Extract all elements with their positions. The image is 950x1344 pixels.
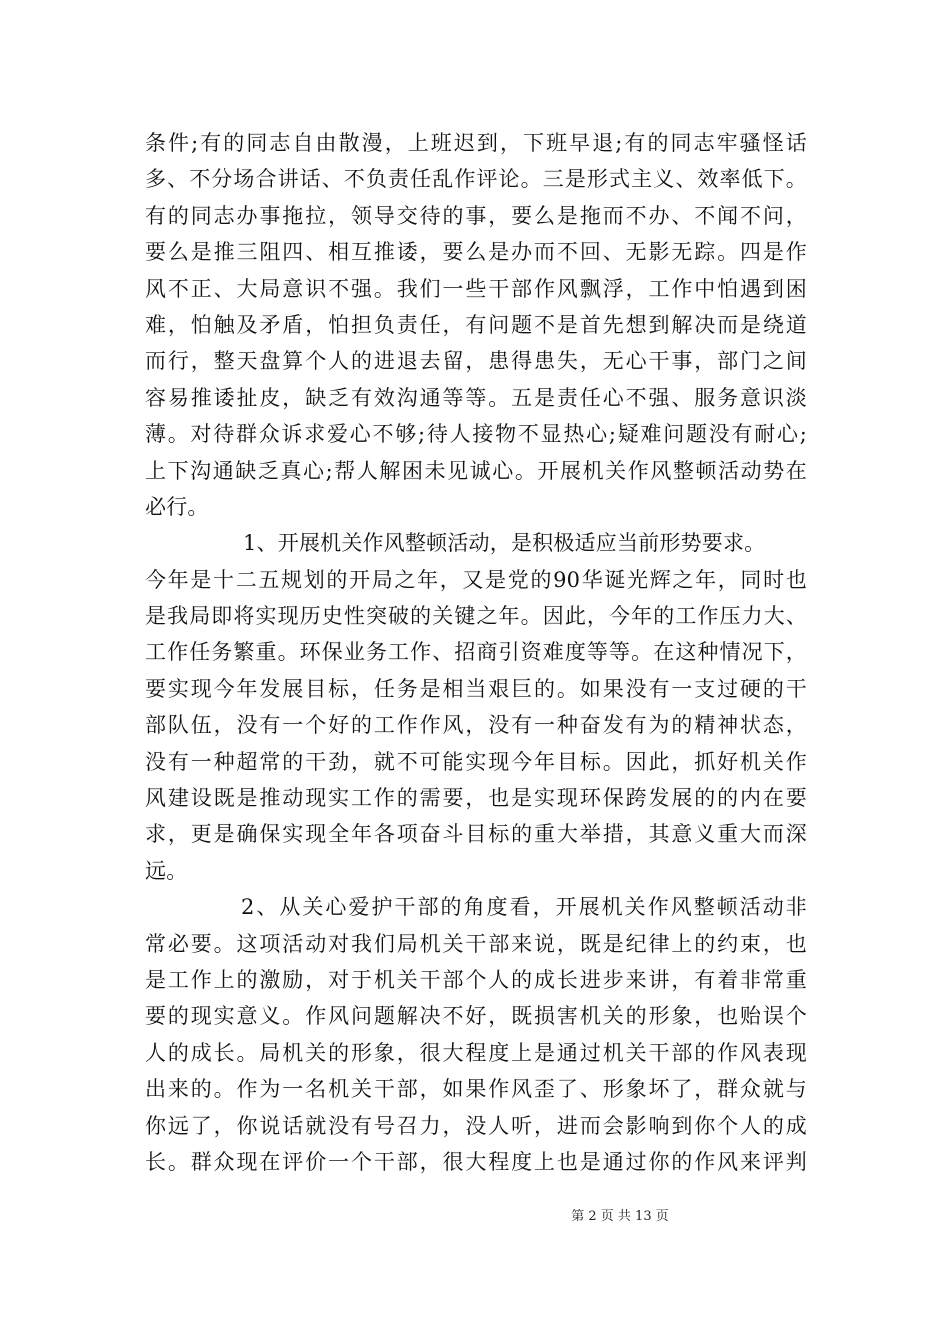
text-line: 条件;有的同志自由散漫，上班迟到，下班早退;有的同志牢骚怪话 bbox=[145, 131, 807, 155]
text-line: 常必要。这项活动对我们局机关干部来说，既是纪律上的约束，也 bbox=[145, 931, 807, 956]
page-number-footer: 第 2 页 共 13 页 bbox=[571, 1209, 669, 1224]
text-line: 要么是推三阻四、相互推诿，要么是办而不回、无影无踪。四是作 bbox=[145, 240, 807, 265]
text-line: 部队伍，没有一个好的工作作风，没有一种奋发有为的精神状态， bbox=[145, 713, 807, 738]
section-heading-1: 1、开展机关作风整顿活动，是积极适应当前形势要求。 bbox=[243, 531, 766, 556]
section-heading-2: 2、从关心爱护干部的角度看，开展机关作风整顿活动非 bbox=[241, 895, 807, 920]
text-line: 而行，整天盘算个人的进退去留，患得患失，无心干事，部门之间 bbox=[145, 349, 807, 374]
text-line: 难，怕触及矛盾，怕担负责任，有问题不是首先想到解决而是绕道 bbox=[145, 312, 807, 337]
text-line: 多、不分场合讲话、不负责任乱作评论。三是形式主义、效率低下。 bbox=[145, 167, 807, 192]
text-line: 上下沟通缺乏真心;帮人解困未见诚心。开展机关作风整顿活动势在 bbox=[145, 458, 807, 483]
document-body bbox=[145, 125, 807, 1180]
text-line: 要实现今年发展目标，任务是相当艰巨的。如果没有一支过硬的干 bbox=[145, 676, 807, 701]
text-line: 出来的。作为一名机关干部，如果作风歪了、形象坏了，群众就与 bbox=[145, 1077, 807, 1102]
text-line: 长。群众现在评价一个干部，很大程度上也是通过你的作风来评判 bbox=[145, 1149, 807, 1174]
text-line: 风不正、大局意识不强。我们一些干部作风飘浮，工作中怕遇到困 bbox=[145, 276, 807, 301]
text-line: 是工作上的激励，对于机关干部个人的成长进步来讲，有着非常重 bbox=[145, 967, 807, 992]
text-line: 人的成长。局机关的形象，很大程度上是通过机关干部的作风表现 bbox=[145, 1040, 807, 1065]
text-line: 工作任务繁重。环保业务工作、招商引资难度等等。在这种情况下， bbox=[145, 640, 807, 665]
text-line: 要的现实意义。作风问题解决不好，既损害机关的形象，也贻误个 bbox=[145, 1004, 807, 1029]
text-line: 薄。对待群众诉求爱心不够;待人接物不显热心;疑难问题没有耐心; bbox=[145, 422, 807, 447]
text-line: 没有一种超常的干劲，就不可能实现今年目标。因此，抓好机关作 bbox=[145, 749, 807, 774]
text-line: 求，更是确保实现全年各项奋斗目标的重大举措，其意义重大而深 bbox=[145, 822, 807, 847]
text-line: 必行。 bbox=[145, 494, 209, 519]
text-line: 容易推诿扯皮，缺乏有效沟通等等。五是责任心不强、服务意识淡 bbox=[145, 385, 807, 410]
text-line: 远。 bbox=[145, 858, 188, 883]
text-line: 是我局即将实现历史性突破的关键之年。因此，今年的工作压力大、 bbox=[145, 604, 807, 629]
text-line: 今年是十二五规划的开局之年，又是党的90华诞光辉之年，同时也 bbox=[145, 567, 807, 592]
text-line: 风建设既是推动现实工作的需要，也是实现环保跨发展的的内在要 bbox=[145, 786, 807, 811]
text-line: 有的同志办事拖拉，领导交待的事，要么是拖而不办、不闻不问， bbox=[145, 203, 807, 228]
text-line: 你远了，你说话就没有号召力，没人听，进而会影响到你个人的成 bbox=[145, 1113, 807, 1138]
